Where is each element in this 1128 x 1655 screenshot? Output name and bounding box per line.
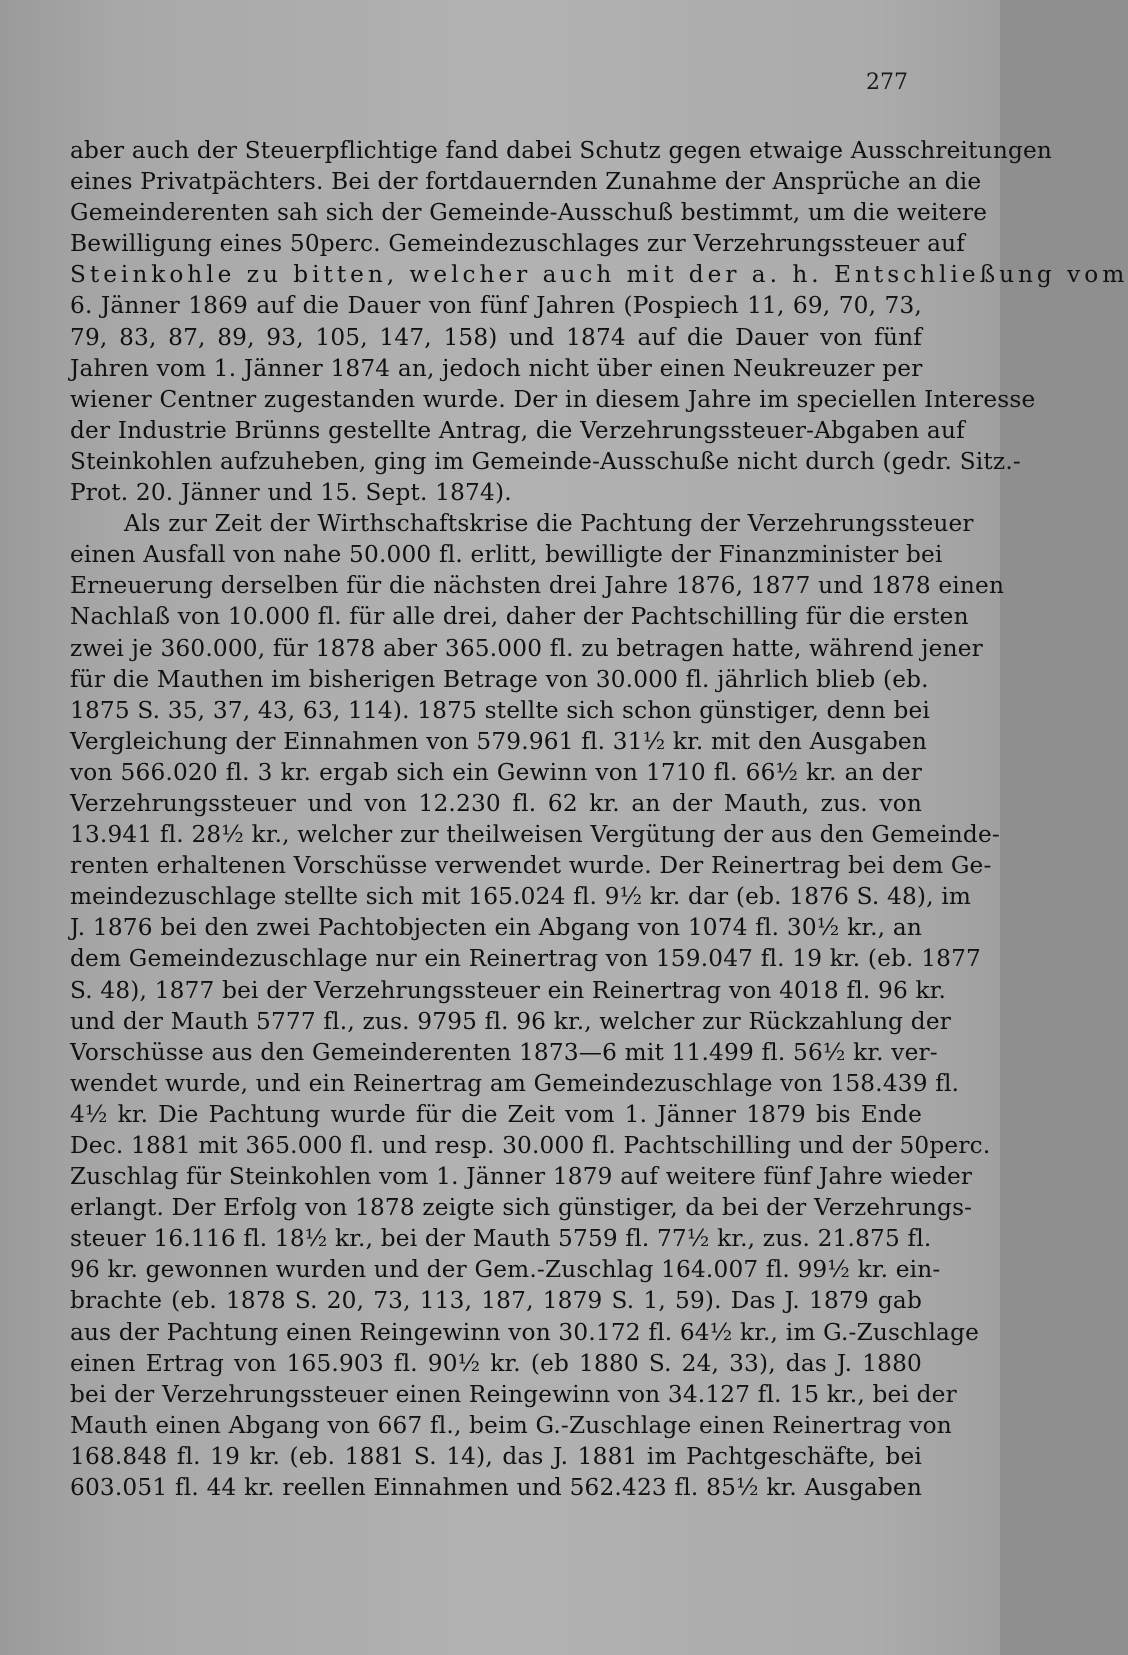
text-line: 1875 S. 35, 37, 43, 63, 114). 1875 stellte sich schon günstiger, denn bei bbox=[70, 696, 931, 724]
text-line: Zuschlag für Steinkohlen vom 1. Jänner 1879 auf weitere fünf Jahre wieder bbox=[70, 1163, 973, 1191]
text-line: 4½ kr. Die Pachtung wurde für die Zeit vom 1. Jänner 1879 bis Ende bbox=[70, 1100, 922, 1128]
text-line: aber auch der Steuerpflichtige fand dabei Schutz gegen etwaige Ausschreitungen bbox=[70, 137, 1053, 164]
text-line: Gemeinderenten sah sich der Gemeinde-Ausschuß bestimmt, um die weitere bbox=[70, 199, 988, 227]
text-line: 603.051 fl. 44 kr. reellen Einnahmen und 562.423 fl. 85½ kr. Ausgaben bbox=[70, 1474, 922, 1502]
page-number: 277 bbox=[866, 70, 908, 95]
text-line: steuer 16.116 fl. 18½ kr., bei der Mauth 5759 fl. 77½ kr., zus. 21.875 fl. bbox=[70, 1225, 932, 1253]
text-line: Als zur Zeit der Wirthschaftskrise die Pachtung der Verzehrungssteuer bbox=[124, 510, 974, 538]
text-line: eines Privatpächters. Bei der fortdauernden Zunahme der Ansprüche an die bbox=[70, 168, 982, 196]
text-line: erlangt. Der Erfolg von 1878 zeigte sich günstiger, da bei der Verzehrungs- bbox=[70, 1194, 973, 1222]
text-line: Verzehrungssteuer und von 12.230 fl. 62 kr. an der Mauth, zus. von bbox=[70, 789, 922, 817]
text-line: der Industrie Brünns gestellte Antrag, die Verzehrungssteuer-Abgaben auf bbox=[70, 416, 965, 444]
text-line: Jahren vom 1. Jänner 1874 an, jedoch nicht über einen Neukreuzer per bbox=[70, 354, 923, 382]
text-line: für die Mauthen im bisherigen Betrage von 30.000 fl. jährlich blieb (eb. bbox=[70, 665, 929, 693]
text-line: und der Mauth 5777 fl., zus. 9795 fl. 96 kr., welcher zur Rückzahlung der bbox=[70, 1007, 952, 1035]
text-line: brachte (eb. 1878 S. 20, 73, 113, 187, 1879 S. 1, 59). Das J. 1879 gab bbox=[70, 1287, 922, 1315]
text-line: J. 1876 bei den zwei Pachtobjecten ein Abgang von 1074 fl. 30½ kr., an bbox=[70, 914, 922, 942]
text-line: Bewilligung eines 50perc. Gemeindezuschlages zur Verzehrungssteuer auf bbox=[70, 230, 966, 258]
text-line: einen Ertrag von 165.903 fl. 90½ kr. (eb 1880 S. 24, 33), das J. 1880 bbox=[70, 1349, 922, 1377]
text-line: 96 kr. gewonnen wurden und der Gem.-Zuschlag 164.007 fl. 99½ kr. ein- bbox=[70, 1256, 941, 1284]
text-line: Vergleichung der Einnahmen von 579.961 fl. 31½ kr. mit den Ausgaben bbox=[70, 727, 927, 755]
text-line: Erneuerung derselben für die nächsten drei Jahre 1876, 1877 und 1878 einen bbox=[70, 572, 1005, 600]
text-line: einen Ausfall von nahe 50.000 fl. erlitt, bewilligte der Finanzminister bei bbox=[70, 541, 943, 569]
text-line: Steinkohlen aufzuheben, ging im Gemeinde-Ausschuße nicht durch (gedr. Sitz.- bbox=[70, 447, 1021, 475]
text-line: bei der Verzehrungssteuer einen Reingewinn von 34.127 fl. 15 kr., bei der bbox=[70, 1380, 957, 1408]
text-line: 168.848 fl. 19 kr. (eb. 1881 S. 14), das J. 1881 im Pachtgeschäfte, bei bbox=[70, 1442, 922, 1470]
text-line: 13.941 fl. 28½ kr., welcher zur theilweisen Vergütung der aus den Gemeinde- bbox=[70, 821, 1000, 849]
text-line: Vorschüsse aus den Gemeinderenten 1873—6 mit 11.499 fl. 56½ kr. ver- bbox=[70, 1038, 938, 1066]
text-line: wiener Centner zugestanden wurde. Der in diesem Jahre im speciellen Interesse bbox=[70, 385, 1036, 413]
text-line: aus der Pachtung einen Reingewinn von 30.172 fl. 64½ kr., im G.-Zuschlage bbox=[70, 1318, 980, 1346]
text-line: renten erhaltenen Vorschüsse verwendet wurde. Der Reinertrag bei dem Ge- bbox=[70, 852, 992, 880]
body-text bbox=[70, 135, 1128, 1503]
text-line: wendet wurde, und ein Reinertrag am Gemeindezuschlage von 158.439 fl. bbox=[70, 1069, 960, 1097]
text-line: dem Gemeindezuschlage nur ein Reinertrag von 159.047 fl. 19 kr. (eb. 1877 bbox=[70, 945, 982, 973]
text-line: S. 48), 1877 bei der Verzehrungssteuer ein Reinertrag von 4018 fl. 96 kr. bbox=[70, 976, 947, 1004]
text-line: von 566.020 fl. 3 kr. ergab sich ein Gewinn von 1710 fl. 66½ kr. an der bbox=[70, 758, 922, 786]
text-line: Nachlaß von 10.000 fl. für alle drei, daher der Pachtschilling für die ersten bbox=[70, 603, 969, 631]
text-line: 79, 83, 87, 89, 93, 105, 147, 158) und 1874 auf die Dauer von fünf bbox=[70, 323, 922, 351]
text-line: Dec. 1881 mit 365.000 fl. und resp. 30.000 fl. Pachtschilling und der 50perc. bbox=[70, 1132, 991, 1159]
text-line: Steinkohle zu bitten, welcher auch mit der a. h. Entschließung vom bbox=[70, 261, 1128, 289]
text-line: Mauth einen Abgang von 667 fl., beim G.-Zuschlage einen Reinertrag von bbox=[70, 1411, 952, 1439]
text-line: 6. Jänner 1869 auf die Dauer von fünf Jahren (Pospiech 11, 69, 70, 73, bbox=[70, 292, 922, 320]
text-line: meindezuschlage stellte sich mit 165.024 fl. 9½ kr. dar (eb. 1876 S. 48), im bbox=[70, 883, 972, 911]
text-line: zwei je 360.000, für 1878 aber 365.000 fl. zu betragen hatte, während jener bbox=[70, 634, 983, 662]
text-line: Prot. 20. Jänner und 15. Sept. 1874). bbox=[70, 479, 512, 507]
